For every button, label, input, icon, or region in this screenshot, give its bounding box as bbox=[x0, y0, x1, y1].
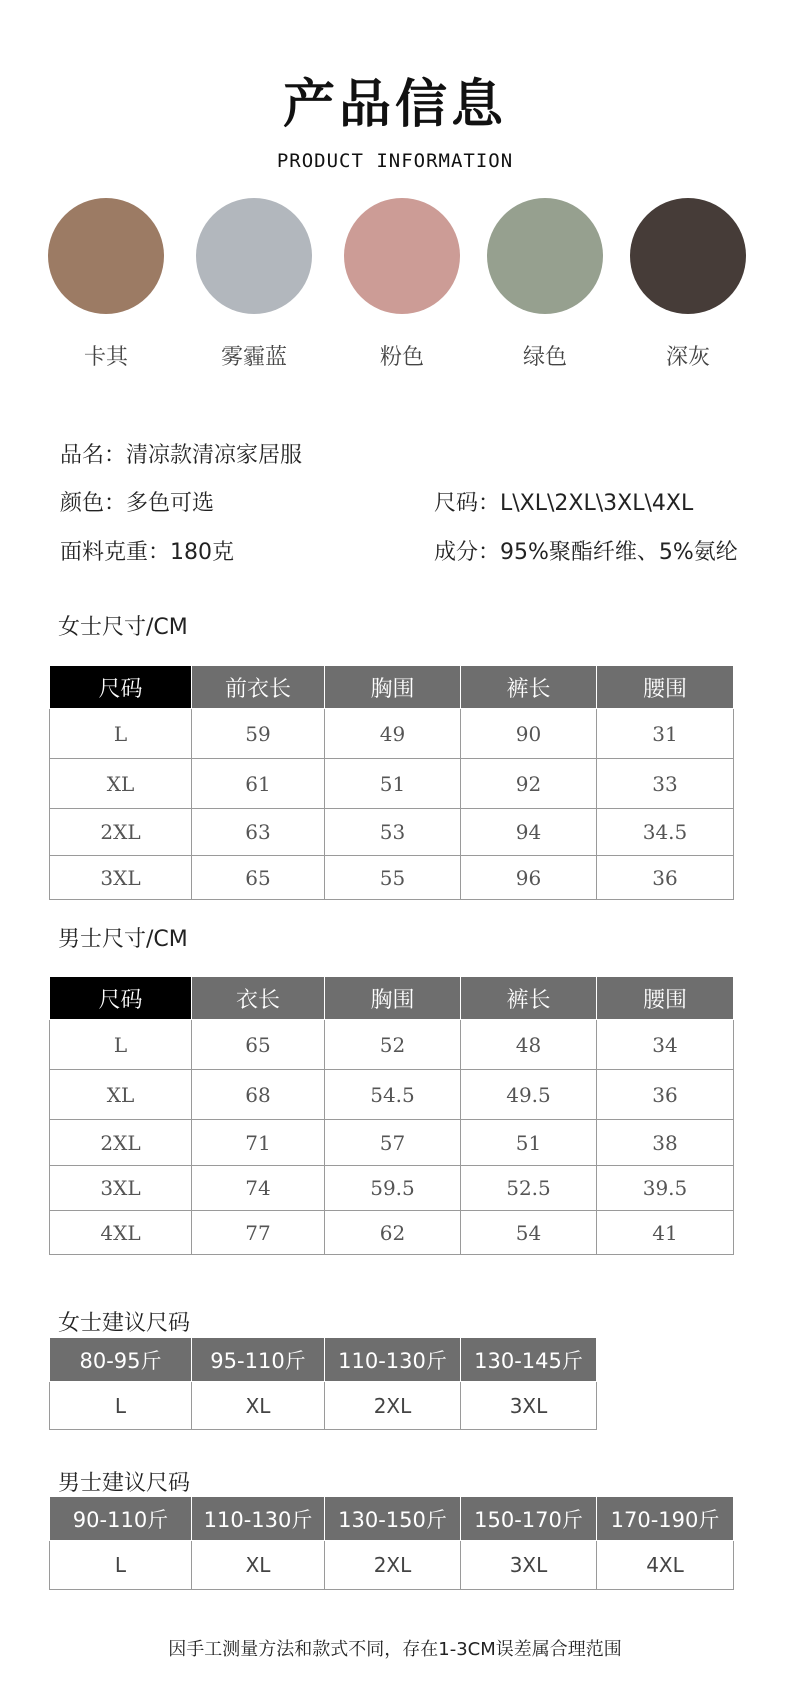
weight-range: 170-190斤 bbox=[597, 1497, 734, 1541]
color-name-dark-gray: 深灰 bbox=[665, 345, 710, 370]
fabric-material: 成分：95%聚酯纤维、5%氨纶 bbox=[434, 540, 738, 565]
table-cell: 53 bbox=[325, 809, 461, 856]
recommended-size: L bbox=[50, 1382, 192, 1430]
table-cell: 31 bbox=[597, 709, 734, 759]
table-cell: 38 bbox=[597, 1120, 734, 1166]
table-cell: 41 bbox=[597, 1211, 734, 1255]
fabric-weight: 面料克重：180克 bbox=[60, 540, 234, 565]
weight-range: 110-130斤 bbox=[192, 1497, 325, 1541]
recommended-size: 4XL bbox=[597, 1541, 734, 1590]
table-cell: 92 bbox=[461, 759, 597, 809]
table-cell: 3XL bbox=[50, 1166, 192, 1211]
table-cell: 77 bbox=[192, 1211, 325, 1255]
weight-range: 95-110斤 bbox=[192, 1338, 325, 1382]
table-cell: 51 bbox=[325, 759, 461, 809]
men-recommend-table bbox=[49, 1496, 734, 1590]
table-header: 裤长 bbox=[461, 666, 597, 709]
table-cell: 36 bbox=[597, 856, 734, 900]
table-row bbox=[50, 1020, 734, 1070]
women-recommend-title: 女士建议尺码 bbox=[58, 1311, 191, 1336]
page-title: 产品信息 bbox=[282, 75, 507, 135]
measurement-note: 因手工测量方法和款式不同，存在1-3CM误差属合理范围 bbox=[168, 1639, 622, 1660]
color-swatch-dark-gray bbox=[630, 198, 746, 314]
color-swatch-pink bbox=[344, 198, 460, 314]
table-cell: 59.5 bbox=[325, 1166, 461, 1211]
table-header: 胸围 bbox=[325, 977, 461, 1020]
color-name-green: 绿色 bbox=[522, 345, 567, 370]
table-cell: 34 bbox=[597, 1020, 734, 1070]
product-color: 颜色：多色可选 bbox=[60, 491, 215, 516]
table-row bbox=[50, 1120, 734, 1166]
page-subtitle: PRODUCT INFORMATION bbox=[276, 150, 514, 172]
recommended-size: 3XL bbox=[461, 1541, 597, 1590]
color-swatch-haze-blue bbox=[196, 198, 312, 314]
table-cell: 52.5 bbox=[461, 1166, 597, 1211]
table-cell: 65 bbox=[192, 856, 325, 900]
table-cell: 62 bbox=[325, 1211, 461, 1255]
table-cell: 57 bbox=[325, 1120, 461, 1166]
table-cell: 61 bbox=[192, 759, 325, 809]
women-size-table bbox=[49, 665, 734, 900]
table-row bbox=[50, 1211, 734, 1255]
table-row bbox=[50, 856, 734, 900]
men-recommend-title: 男士建议尺码 bbox=[58, 1471, 191, 1496]
table-header: 腰围 bbox=[597, 666, 734, 709]
table-header: 胸围 bbox=[325, 666, 461, 709]
table-row bbox=[50, 809, 734, 856]
table-cell: 54 bbox=[461, 1211, 597, 1255]
table-cell: 49.5 bbox=[461, 1070, 597, 1120]
table-cell: 36 bbox=[597, 1070, 734, 1120]
color-name-haze-blue: 雾霾蓝 bbox=[220, 345, 287, 370]
table-cell: 3XL bbox=[50, 856, 192, 900]
table-row bbox=[50, 1382, 597, 1430]
weight-range: 90-110斤 bbox=[50, 1497, 192, 1541]
recommended-size: 2XL bbox=[325, 1541, 461, 1590]
color-name-pink: 粉色 bbox=[379, 345, 424, 370]
table-header: 腰围 bbox=[597, 977, 734, 1020]
women-size-title: 女士尺寸/CM bbox=[58, 615, 188, 640]
weight-range: 150-170斤 bbox=[461, 1497, 597, 1541]
table-row bbox=[50, 759, 734, 809]
weight-range: 110-130斤 bbox=[325, 1338, 461, 1382]
table-cell: 33 bbox=[597, 759, 734, 809]
men-size-table bbox=[49, 976, 734, 1255]
table-cell: XL bbox=[50, 759, 192, 809]
table-cell: 55 bbox=[325, 856, 461, 900]
table-header: 前衣长 bbox=[192, 666, 325, 709]
table-cell: 39.5 bbox=[597, 1166, 734, 1211]
recommended-size: XL bbox=[192, 1541, 325, 1590]
recommended-size: L bbox=[50, 1541, 192, 1590]
table-header: 衣长 bbox=[192, 977, 325, 1020]
table-cell: 34.5 bbox=[597, 809, 734, 856]
table-header: 尺码 bbox=[50, 666, 192, 709]
table-cell: 59 bbox=[192, 709, 325, 759]
table-cell: 96 bbox=[461, 856, 597, 900]
color-swatch-khaki bbox=[48, 198, 164, 314]
table-cell: 52 bbox=[325, 1020, 461, 1070]
product-sizes: 尺码：L\XL\2XL\3XL\4XL bbox=[434, 491, 694, 516]
table-cell: 2XL bbox=[50, 1120, 192, 1166]
table-cell: 90 bbox=[461, 709, 597, 759]
table-header: 裤长 bbox=[461, 977, 597, 1020]
table-cell: XL bbox=[50, 1070, 192, 1120]
table-row bbox=[50, 709, 734, 759]
recommended-size: XL bbox=[192, 1382, 325, 1430]
table-cell: 48 bbox=[461, 1020, 597, 1070]
table-cell: 63 bbox=[192, 809, 325, 856]
table-cell: 74 bbox=[192, 1166, 325, 1211]
table-cell: 65 bbox=[192, 1020, 325, 1070]
weight-range: 130-150斤 bbox=[325, 1497, 461, 1541]
weight-range: 80-95斤 bbox=[50, 1338, 192, 1382]
table-row bbox=[50, 1166, 734, 1211]
table-row bbox=[50, 1541, 734, 1590]
table-cell: 49 bbox=[325, 709, 461, 759]
table-cell: L bbox=[50, 1020, 192, 1070]
men-size-title: 男士尺寸/CM bbox=[58, 927, 188, 952]
table-cell: 71 bbox=[192, 1120, 325, 1166]
table-cell: 51 bbox=[461, 1120, 597, 1166]
weight-range: 130-145斤 bbox=[461, 1338, 597, 1382]
table-header: 尺码 bbox=[50, 977, 192, 1020]
color-name-khaki: 卡其 bbox=[83, 345, 128, 370]
recommended-size: 2XL bbox=[325, 1382, 461, 1430]
table-cell: 68 bbox=[192, 1070, 325, 1120]
table-cell: 94 bbox=[461, 809, 597, 856]
table-cell: 4XL bbox=[50, 1211, 192, 1255]
table-cell: L bbox=[50, 709, 192, 759]
table-cell: 2XL bbox=[50, 809, 192, 856]
color-swatch-green bbox=[487, 198, 603, 314]
recommended-size: 3XL bbox=[461, 1382, 597, 1430]
women-recommend-table bbox=[49, 1337, 597, 1430]
table-row bbox=[50, 1070, 734, 1120]
product-name: 品名：清凉款清凉家居服 bbox=[60, 443, 303, 468]
table-cell: 54.5 bbox=[325, 1070, 461, 1120]
